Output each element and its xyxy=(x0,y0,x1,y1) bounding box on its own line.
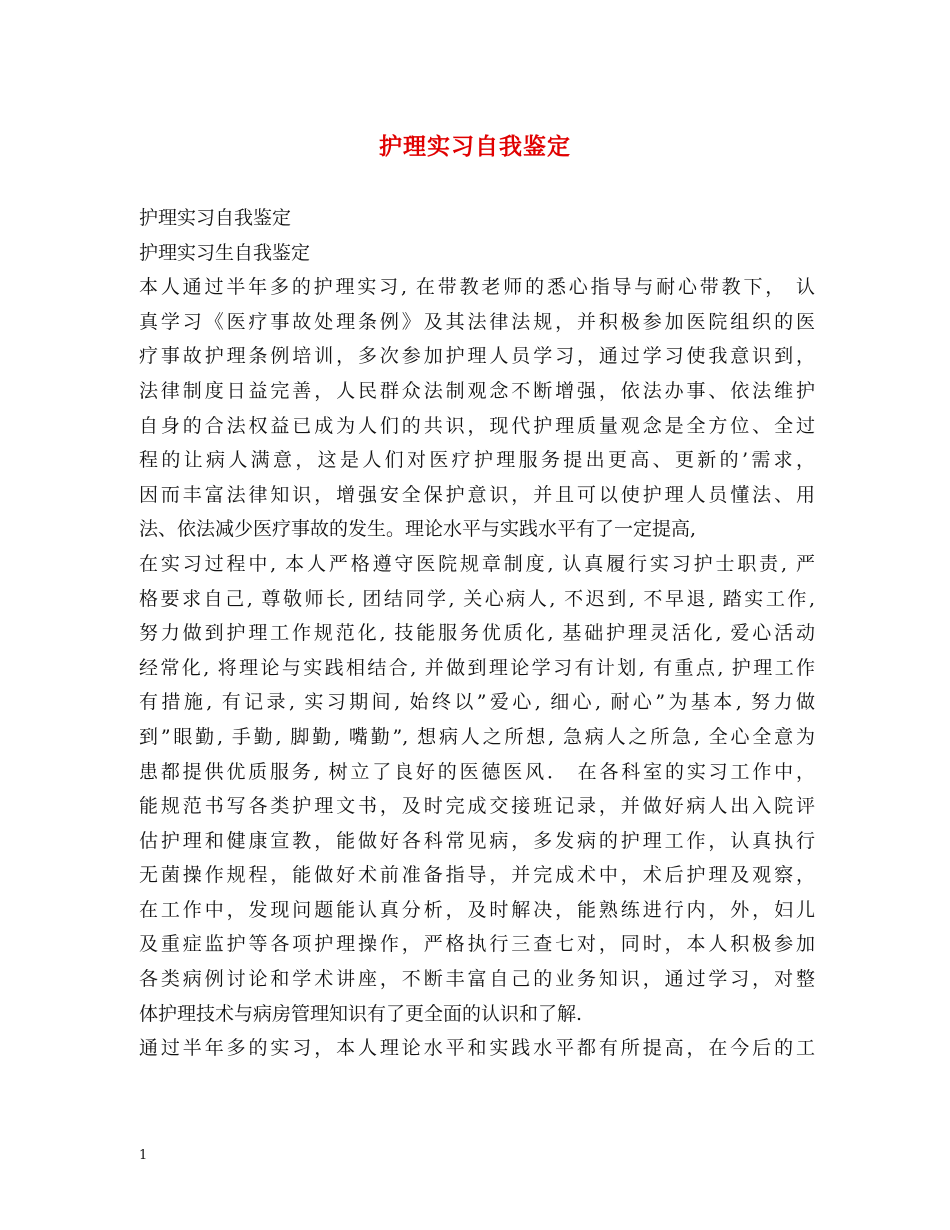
body-line: 估护理和健康宣教，能做好各科常见病，多发病的护理工作，认真执行 xyxy=(139,829,815,852)
body-line: 有措施, 有记录, 实习期间, 始终以”爱心, 细心, 耐心”为基本, 努力做 xyxy=(139,691,815,714)
document-body xyxy=(139,201,815,1066)
body-line: 能规范书写各类护理文书，及时完成交接班记录，并做好病人出入院评 xyxy=(139,795,815,818)
body-line: 护理实习自我鉴定 xyxy=(139,207,292,229)
body-line: 经常化, 将理论与实践相结合, 并做到理论学习有计划, 有重点, 护理工作 xyxy=(139,656,815,679)
body-line: 体护理技术与病房管理知识有了更全面的认识和了解. xyxy=(139,1002,583,1025)
body-line: 通过半年多的实习，本人理论水平和实践水平都有所提高，在今后的工 xyxy=(139,1037,815,1060)
body-line: 患都提供优质服务, 树立了良好的医德医风． 在各科室的实习工作中， xyxy=(139,760,815,783)
body-line: 因而丰富法律知识，增强安全保护意识，并且可以使护理人员懂法、用 xyxy=(139,483,815,506)
body-line: 真学习《医疗事故处理条例》及其法律法规，并积极参加医院组织的医 xyxy=(139,310,815,333)
body-line: 在工作中，发现问题能认真分析，及时解决，能熟练进行内，外，妇儿 xyxy=(139,898,815,921)
body-line: 努力做到护理工作规范化, 技能服务优质化, 基础护理灵活化, 爱心活动 xyxy=(139,622,815,645)
body-line: 程的让病人满意，这是人们对医疗护理服务提出更高、更新的’需求， xyxy=(139,449,815,472)
body-line: 无菌操作规程，能做好术前准备指导，并完成术中，术后护理及观察， xyxy=(139,864,815,887)
body-line: 及重症监护等各项护理操作，严格执行三查七对，同时，本人积极参加 xyxy=(139,933,815,956)
body-line: 格要求自己, 尊敬师长, 团结同学, 关心病人, 不迟到, 不早退, 踏实工作, xyxy=(139,587,815,610)
body-line: 自身的合法权益已成为人们的共识，现代护理质量观念是全方位、全过 xyxy=(139,414,815,437)
body-line: 各类病例讨论和学术讲座，不断丰富自己的业务知识，通过学习，对整 xyxy=(139,968,815,991)
body-line: 法、依法减少医疗事故的发生。理论水平与实践水平有了一定提高, xyxy=(139,518,697,541)
body-line: 疗事故护理条例培训，多次参加护理人员学习，通过学习使我意识到， xyxy=(139,345,815,368)
document-title: 护理实习自我鉴定 xyxy=(379,133,571,160)
body-line: 本人通过半年多的护理实习, 在带教老师的悉心指导与耐心带教下， 认 xyxy=(139,276,815,299)
page-number: 1 xyxy=(139,1148,148,1163)
body-line: 护理实习生自我鉴定 xyxy=(139,241,311,264)
body-line: 在实习过程中, 本人严格遵守医院规章制度, 认真履行实习护士职责, 严 xyxy=(139,552,815,575)
body-line: 到”眼勤, 手勤, 脚勤, 嘴勤”, 想病人之所想, 急病人之所急, 全心全意为 xyxy=(139,725,815,748)
body-line: 法律制度日益完善，人民群众法制观念不断增强，依法办事、依法维护 xyxy=(139,379,815,402)
